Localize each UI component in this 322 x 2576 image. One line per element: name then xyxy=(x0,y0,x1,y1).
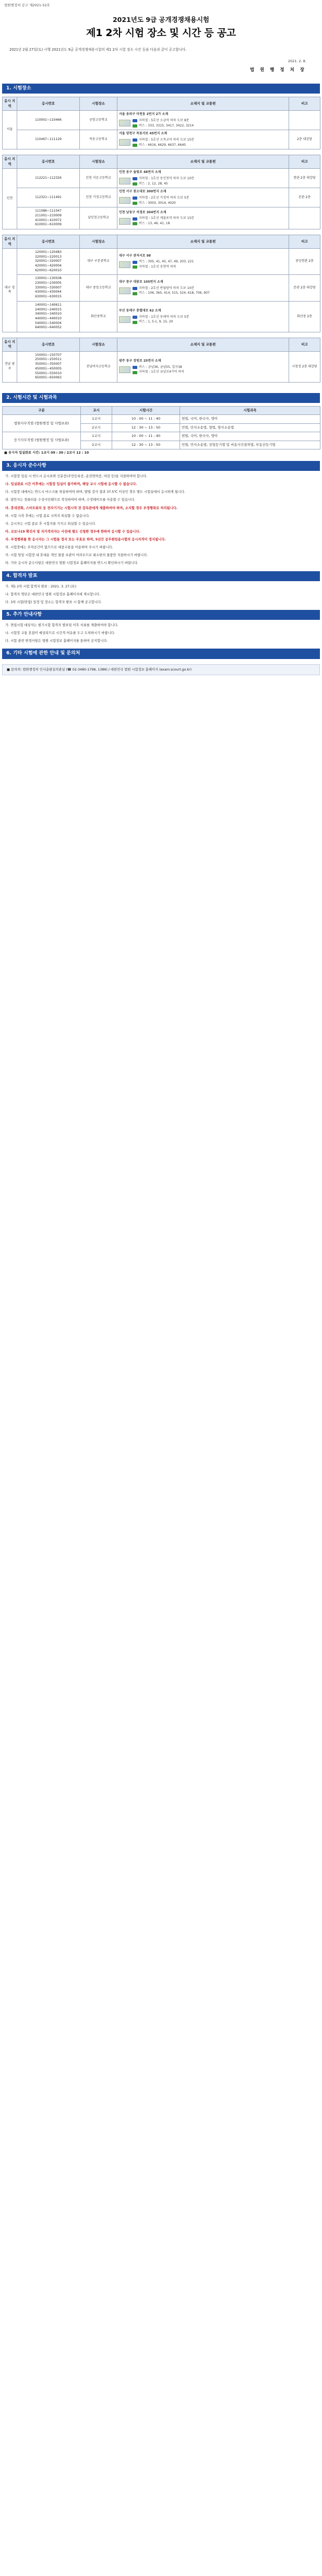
transit-line xyxy=(133,182,194,187)
venue-numbers xyxy=(17,169,80,188)
transit-list xyxy=(133,118,194,128)
transit-line xyxy=(133,196,189,201)
schedule-time: 10 : 00 ~ 11 : 40 xyxy=(112,432,180,441)
map-thumbnail[interactable] xyxy=(119,287,130,294)
venue-header-note: 비고 xyxy=(289,235,320,249)
transit-icon xyxy=(133,222,137,225)
venue-header-numbers: 응시번호 xyxy=(17,235,80,249)
venue-region: 대구 경북 xyxy=(3,248,17,332)
exam-number-range: 340001~340010 xyxy=(35,312,62,316)
transit-list xyxy=(133,216,194,226)
transit-text: 지하철 : 1호선 송현역 하차 xyxy=(139,265,176,269)
venue-location xyxy=(117,169,289,188)
transit-line xyxy=(133,222,194,226)
section-contact-header: 6. 기타 시험에 관한 안내 및 문의처 xyxy=(2,649,320,659)
transit-icon xyxy=(133,197,137,200)
venue-header-location: 소재지 및 교통편 xyxy=(117,155,289,169)
map-thumbnail[interactable] xyxy=(119,261,130,268)
venue-header-venue: 시험장소 xyxy=(80,235,117,249)
map-thumbnail[interactable] xyxy=(119,316,130,323)
venue-name: 인천 가정고등학교 xyxy=(80,188,117,207)
exam-number-range: 111086~111047 xyxy=(35,209,62,213)
exam-number-range: 610001~610009 xyxy=(35,223,62,227)
venue-location xyxy=(117,275,289,301)
exam-number-range: 150001~150707 xyxy=(35,353,62,357)
map-row xyxy=(119,365,287,375)
venue-note: 2층 대강당 xyxy=(289,130,320,149)
transit-list xyxy=(133,176,194,186)
transit-list xyxy=(133,286,210,296)
extra-item: 가. 면접시험 대상자는 필기시험 합격자 발표일 이후 서류를 제출하여야 합니다. xyxy=(5,623,118,628)
schedule-session: 2교시 xyxy=(81,423,112,432)
schedule-session: 1교시 xyxy=(81,432,112,441)
venue-location xyxy=(117,248,289,274)
transit-text: 버스 : 2, 12, 28, 45 xyxy=(139,181,168,186)
section-venue-header: 1. 시험장소 xyxy=(2,84,320,94)
exam-number-range: 130001~130508 xyxy=(35,276,62,281)
venue-header-venue: 시험장소 xyxy=(80,97,117,111)
transit-text: 지하철 : 1호선 제물포역 하차 도보 15분 xyxy=(139,216,195,221)
transit-line xyxy=(133,370,184,375)
venue-address: 부산 동래구 충렬대로 62 소재 xyxy=(119,308,161,313)
venue-address: 광주 동구 장원로 25번지 소재 xyxy=(119,359,161,363)
schedule-subjects: 헌법, 국어, 한국사, 영어 xyxy=(180,432,320,441)
exam-number-range: 620001~620010 xyxy=(35,268,62,272)
transit-text: 버스 : 305, 41, 45, 47, 49, 203, 221 xyxy=(139,260,194,264)
transit-line xyxy=(133,143,194,148)
map-thumbnail[interactable] xyxy=(119,120,130,126)
venue-note: 현관 2층 대강당 xyxy=(289,169,320,188)
venue-header-region: 응시 지역 xyxy=(3,155,17,169)
schedule-header-subjects: 시험과목 xyxy=(180,406,320,414)
transit-list xyxy=(133,195,189,205)
venue-table xyxy=(2,155,320,229)
exam-number-range: 240001~240015 xyxy=(35,307,62,311)
venue-note: 본관 2층 대강당 xyxy=(289,275,320,301)
schedule-header-session: 교시 xyxy=(81,406,112,414)
exam-number-range: 450001~450005 xyxy=(35,366,62,371)
map-row xyxy=(119,176,287,186)
announce-item: 다. 3차 시험(면접) 일정 및 장소는 합격자 발표 시 함께 공고합니다. xyxy=(5,600,102,604)
rule-item: 바. 시험 시작 후에는 시험 종료 시까지 퇴실할 수 없습니다. xyxy=(5,514,90,518)
title-year: 2021년도 9급 공개경쟁채용시험 xyxy=(112,16,210,24)
venue-header-location: 소재지 및 교통편 xyxy=(117,97,289,111)
transit-text: 버스 : 13, 46, 41, 18 xyxy=(139,222,170,226)
transit-icon xyxy=(133,177,137,180)
transit-text: 지하철 : 1호선 동래역 하차 도보 5분 xyxy=(139,315,189,319)
schedule-subjects: 헌법, 국어, 한국사, 영어 xyxy=(180,415,320,423)
extra-item: 나. 시험장 교통 혼잡이 예상되므로 시간적 여유를 두고 도착하시기 바랍니다. xyxy=(5,631,115,636)
rule-item: 아. 코로나19 확진자 및 자가격리자는 사전에 별도 신청한 경우에 한하여 응시할 수 있습니다. xyxy=(5,529,140,534)
exam-number-range: 550001~550010 xyxy=(35,371,62,375)
transit-text: 지하철 : 2호선 반월당역 하차 도보 10분 xyxy=(139,286,195,290)
rule-item: 사. 응시자는 시험 종료 후 시험지를 가지고 퇴실할 수 있습니다. xyxy=(5,522,97,526)
map-thumbnail[interactable] xyxy=(119,178,130,184)
announce-item: 가. 제1 2차 시험 합격자 발표 : 2021. 3. 27.(토) xyxy=(5,584,77,588)
venue-location xyxy=(117,188,289,207)
venue-header-note: 비고 xyxy=(289,155,320,169)
schedule-note: ■ 응시자 입실완료 시간: 1교시 09 : 30 / 2교시 12 : 10 xyxy=(4,451,89,455)
table-spacer xyxy=(0,149,322,155)
venue-table xyxy=(2,338,320,383)
venue-note: 화산중 2층 xyxy=(289,301,320,332)
venue-row xyxy=(3,275,320,301)
venue-location xyxy=(117,130,289,149)
venue-numbers xyxy=(17,207,80,229)
exam-number-range: 230001~230005 xyxy=(35,281,62,285)
map-row xyxy=(119,195,287,205)
schedule-subjects: 민법, 민사소송법, 형법, 형사소송법 xyxy=(180,423,320,432)
exam-number-range: 350001~350007 xyxy=(35,362,62,366)
transit-icon xyxy=(133,182,137,186)
venue-name: 전남여자고등학교 xyxy=(80,351,117,382)
venue-header-numbers: 응시번호 xyxy=(17,155,80,169)
venue-region: 서울 xyxy=(3,111,17,149)
notice-date: 2021. 2. 8. xyxy=(288,59,306,63)
venue-row xyxy=(3,188,320,207)
venue-numbers xyxy=(17,301,80,332)
transit-text: 버스 : 333, 3315, 3417, 3422, 3214 xyxy=(139,123,194,128)
rule-item: 타. 기타 응시자 준수사항은 대한민국 법원 시험정보 홈페이지를 반드시 확인하시기 바랍니다. xyxy=(5,561,139,565)
venue-location xyxy=(117,111,289,130)
transit-icon xyxy=(133,144,137,147)
section-rules-header: 3. 응시자 준수사항 xyxy=(2,461,320,471)
rule-item: 나. 입실완료 시간 이후에는 시험장 입실이 불가하며, 해당 교시 시험에 응시할 수 없습니다. xyxy=(5,482,137,487)
transit-line xyxy=(133,201,189,206)
venue-header-numbers: 응시번호 xyxy=(17,97,80,111)
venue-note xyxy=(289,207,320,229)
transit-line xyxy=(133,216,194,221)
venue-row xyxy=(3,111,320,130)
rule-item: 라. 답안지는 컴퓨터용 수성사인펜으로 작성하여야 하며, 수정테이프를 사용할 수 있습니다. xyxy=(5,498,136,502)
schedule-session: 2교시 xyxy=(81,441,112,449)
transit-icon xyxy=(133,119,137,122)
schedule-kind: 법원사무직렬 (법원행정 및 사법보좌) xyxy=(3,415,81,432)
venue-address: 인천 남동구 석정로 304번지 소재 xyxy=(119,210,166,214)
venue-numbers xyxy=(17,351,80,382)
transit-list xyxy=(133,137,194,147)
transit-line xyxy=(133,138,194,143)
table-spacer xyxy=(0,383,322,388)
schedule-time: 10 : 00 ~ 11 : 40 xyxy=(112,415,180,423)
table-spacer xyxy=(0,229,322,235)
exam-number-range: 140001~140611 xyxy=(35,303,62,307)
venue-header-location: 소재지 및 교통편 xyxy=(117,338,289,351)
rule-item: 마. 휴대전화, 스마트워치 등 전자기기는 시험시작 전 감독관에게 제출하여야 하며, 소지할 경우 부정행위로 처리됩니다. xyxy=(5,506,178,510)
venue-tables xyxy=(0,97,322,388)
map-thumbnail[interactable] xyxy=(119,366,130,373)
transit-icon xyxy=(133,321,137,324)
exam-number-range: 110467~111129 xyxy=(35,137,62,142)
transit-line xyxy=(133,315,189,320)
transit-line xyxy=(133,177,194,181)
title-main: 제1 2차 시험 장소 및 시간 등 공고 xyxy=(86,27,236,39)
transit-text: 버스 : 금남36, 금남55, 일곡38 xyxy=(139,365,182,369)
announce-list xyxy=(5,584,317,605)
schedule-header-time: 시험시간 xyxy=(112,406,180,414)
exam-number-range: 440001~440010 xyxy=(35,316,62,320)
transit-icon xyxy=(133,138,137,142)
venue-region: 인천 xyxy=(3,169,17,229)
table-spacer xyxy=(0,332,322,338)
venue-name: 대구 구본중학교 xyxy=(80,248,117,274)
transit-icon xyxy=(133,371,137,374)
transit-icon xyxy=(133,202,137,205)
exam-number-range: 410001~410072 xyxy=(35,218,62,222)
exam-number-range: 320001~320007 xyxy=(35,259,62,263)
venue-header-note: 비고 xyxy=(289,338,320,351)
contact-box: ■ 문의처: 법원행정처 인사총괄심의관실 (☎ 02-3480-1798, 1386) / 대한민국 법원 시험정보 홈페이지 (exam.scourt.go.kr) xyxy=(2,664,320,675)
announce-item: 나. 합격자 명단은 대한민국 법원 시험정보 홈페이지에 게시합니다. xyxy=(5,592,101,596)
venue-address: 서울 양천구 목동서로 45번지 소재 xyxy=(119,132,168,136)
transit-icon xyxy=(133,265,137,269)
exam-number-range: 120001~120483 xyxy=(35,250,62,254)
venue-note: 중앙현관 2층 xyxy=(289,248,320,274)
venue-header-region: 응시 지역 xyxy=(3,235,17,249)
transit-list xyxy=(133,315,189,325)
venue-row xyxy=(3,207,320,229)
venue-numbers xyxy=(17,248,80,274)
transit-icon xyxy=(133,366,137,369)
venue-numbers xyxy=(17,111,80,130)
intro-text: 2021년 2월 27일(토) 시행 2021년도 9급 공개경쟁채용시험의 제1 2차 시험 장소 시간 등을 다음과 같이 공고합니다. xyxy=(9,48,187,52)
rule-item: 가. 시험장 입실 시 반드시 응시표와 신분증(주민등록증, 운전면허증, 여권 등)을 지참하여야 합니다. xyxy=(5,475,148,479)
section-extra-header: 5. 추가 안내사항 xyxy=(2,610,320,620)
map-row xyxy=(119,286,287,296)
transit-text: 지하철 : 5호선 오금역 하차 도보 8분 xyxy=(139,118,189,122)
venue-name: 화산중학교 xyxy=(80,301,117,332)
exam-number-range: 630001~630015 xyxy=(35,295,62,299)
transit-text: 지하철 : 1호선 동인천역 하차 도보 10분 xyxy=(139,176,195,180)
venue-header-location: 소재지 및 교통편 xyxy=(117,235,289,249)
map-thumbnail[interactable] xyxy=(119,218,130,225)
transit-text: 버스 : 3003, 3014, 4020 xyxy=(139,201,176,205)
venue-row xyxy=(3,130,320,149)
transit-text: 지하철 : 5호선 오목교역 하차 도보 15분 xyxy=(139,138,195,142)
schedule-row xyxy=(3,432,320,441)
venue-name: 남인천고등학교 xyxy=(80,207,117,229)
venue-row xyxy=(3,248,320,274)
map-row xyxy=(119,315,287,325)
exam-number-range: 640001~640052 xyxy=(35,326,62,330)
transit-line xyxy=(133,291,210,296)
notice-number: 법원행정처 공고 제2021-52호 xyxy=(4,3,50,7)
transit-line xyxy=(133,124,194,129)
venue-location xyxy=(117,301,289,332)
transit-line xyxy=(133,260,194,264)
rule-item: 카. 시험 당일 시험장 내 휴대용 개인 물품 보관이 어려우므로 최소한의 물품만 지참하시기 바랍니다. xyxy=(5,553,148,558)
exam-number-range: 330001~330007 xyxy=(35,285,62,290)
venue-address: 인천 서구 봉오대로 300번지 소재 xyxy=(119,190,166,194)
title-block xyxy=(0,11,322,40)
schedule-time: 12 : 30 ~ 13 : 50 xyxy=(112,441,180,449)
transit-line xyxy=(133,365,184,370)
venue-header-note: 비고 xyxy=(289,97,320,111)
venue-header-numbers: 응시번호 xyxy=(17,338,80,351)
transit-text: 버스 : 106, 365, 414, 515, 524, 618, 706, 907 xyxy=(139,291,210,295)
map-thumbnail[interactable] xyxy=(119,139,130,146)
rule-item: 자. 부정행위를 한 응시자는 그 시험을 정지 또는 무효로 하며, 5년간 공무원임용시험의 응시자격이 정지됩니다. xyxy=(5,538,166,542)
venue-row xyxy=(3,351,320,382)
transit-line xyxy=(133,119,194,123)
rule-item: 다. 시험장 내에서는 반드시 마스크를 착용하여야 하며, 발열 검사 결과 37.5℃ 이상인 경우 별도 시험실에서 응시하게 됩니다. xyxy=(5,490,186,494)
transit-icon xyxy=(133,261,137,264)
schedule-session: 1교시 xyxy=(81,415,112,423)
rule-item: 차. 시험장에는 주차공간이 없으므로 대중교통을 이용하여 주시기 바랍니다. xyxy=(5,546,113,550)
notice-page xyxy=(0,0,322,688)
exam-number-range: 211001~210009 xyxy=(35,214,62,218)
map-row xyxy=(119,216,287,226)
exam-number-range: 110001~110466 xyxy=(35,118,62,122)
transit-text: 버스 : 6616, 6629, 6637, 6640 xyxy=(139,143,186,147)
transit-line xyxy=(133,265,194,270)
transit-text: 지하철 : 2호선 가정역 하차 도보 5분 xyxy=(139,195,189,200)
transit-text: 지하철 : 1호선 금남로4가역 하차 xyxy=(139,370,184,374)
schedule-kind: 등기사무직렬 (법원행정 및 사법보좌) xyxy=(3,432,81,449)
transit-icon xyxy=(133,217,137,221)
venue-header-region: 응시 지역 xyxy=(3,97,17,111)
venue-name: 공항고등학교 xyxy=(80,111,117,130)
transit-line xyxy=(133,320,189,325)
schedule-header-kind: 구분 xyxy=(3,406,81,414)
transit-icon xyxy=(133,287,137,290)
venue-header-region: 응시 지역 xyxy=(3,338,17,351)
venue-address: 대구 서구 관저서로 98 xyxy=(119,253,151,258)
map-thumbnail[interactable] xyxy=(119,197,130,204)
exam-number-range: 112221~112326 xyxy=(35,176,62,180)
venue-row xyxy=(3,301,320,332)
venue-table xyxy=(2,97,320,149)
exam-number-range: 250001~250011 xyxy=(35,357,62,362)
transit-icon xyxy=(133,316,137,319)
section-announce-header: 4. 합격자 발표 xyxy=(2,571,320,581)
venue-location xyxy=(117,207,289,229)
extra-list xyxy=(5,623,317,643)
venue-note xyxy=(289,111,320,130)
venue-header-venue: 시험장소 xyxy=(80,155,117,169)
venue-name: 대구 중앙고등학교 xyxy=(80,275,117,301)
venue-note: 본관 2층 xyxy=(289,188,320,207)
map-row xyxy=(119,137,287,147)
agency-name: 법 원 행 정 처 장 xyxy=(249,67,306,73)
transit-icon xyxy=(133,292,137,295)
venue-note: 시청정 2층 대강당 xyxy=(289,351,320,382)
venue-header-venue: 시험장소 xyxy=(80,338,117,351)
map-row xyxy=(119,118,287,128)
section-schedule-header: 2. 시험시간 및 시험과목 xyxy=(2,393,320,403)
venue-address: 인천 동구 솔빛로 48번지 소재 xyxy=(119,170,161,175)
venue-numbers xyxy=(17,275,80,301)
schedule-time: 12 : 30 ~ 13 : 50 xyxy=(112,423,180,432)
exam-number-range: 540001~540004 xyxy=(35,321,62,325)
venue-location xyxy=(117,351,289,382)
venue-name: 목동고등학교 xyxy=(80,130,117,149)
venue-table xyxy=(2,235,320,332)
transit-list xyxy=(133,365,184,375)
extra-item: 다. 시험 관련 변경사항은 법원 시험정보 홈페이지를 통하여 공지합니다. xyxy=(5,639,108,643)
exam-number-range: 112321~111491 xyxy=(35,195,62,199)
venue-numbers xyxy=(17,130,80,149)
venue-region: 전남 광주 xyxy=(3,351,17,382)
exam-number-range: 220001~220013 xyxy=(35,255,62,259)
exam-number-range: 430001~430044 xyxy=(35,290,62,294)
schedule-subjects: 민법, 민사소송법, 상업등기법 및 비송사건절차법, 부동산등기법 xyxy=(180,441,320,449)
transit-icon xyxy=(133,124,137,128)
schedule-table xyxy=(2,406,320,449)
transit-line xyxy=(133,286,210,291)
venue-address: 서울 송파구 마천동 2번지 2가 소재 xyxy=(119,112,169,117)
transit-text: 버스 : 1, 5-1, 9, 15, 20 xyxy=(139,320,173,324)
rules-list xyxy=(5,474,317,566)
exam-number-range: 650001~650063 xyxy=(35,376,62,380)
venue-name: 인천 서운고등학교 xyxy=(80,169,117,188)
schedule-row xyxy=(3,415,320,423)
venue-row xyxy=(3,169,320,188)
venue-address: 대구 중구 대봉로 105번지 소재 xyxy=(119,280,163,284)
transit-list xyxy=(133,259,194,269)
exam-number-range: 420001~420004 xyxy=(35,264,62,268)
map-row xyxy=(119,259,287,269)
venue-numbers xyxy=(17,188,80,207)
